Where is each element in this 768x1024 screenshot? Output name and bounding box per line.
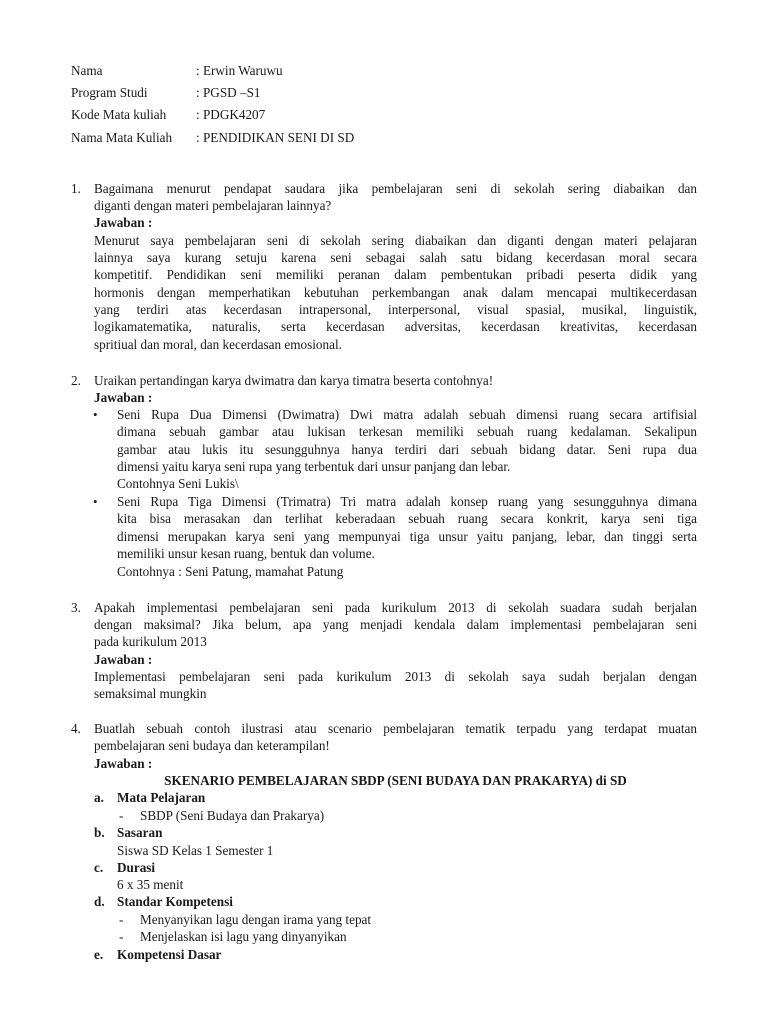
bullet-line: Seni Rupa Tiga Dimensi (Trimatra) Tri matra adalah konsep ruang yang sesungguhnya dimana [117,494,697,509]
value-nama: : Erwin Waruwu [196,63,283,78]
section-item: Menjelaskan isi lagu yang dinyanyikan [140,929,347,944]
section-item: SBDP (Seni Budaya dan Prakarya) [140,808,325,823]
bullet-icon: • [93,407,98,422]
answer-label: Jawaban : [94,756,153,771]
answer-label: Jawaban : [94,652,153,667]
section-letter: a. [94,790,104,805]
section-heading: Standar Kompetensi [117,894,233,909]
scenario-title: SKENARIO PEMBELAJARAN SBDP (SENI BUDAYA DAN PRAKARYA) di SD [164,773,627,788]
answer-line: Menurut saya pembelajaran seni di sekolah sering diabaikan dan diganti dengan materi pelajaran [94,233,697,248]
bullet-line: dimensi merupakan karya seni yang mempunyai tiga unsur yaitu panjang, lebar, dan tinggi serta [117,529,697,544]
section-heading: Mata Pelajaran [117,790,206,805]
section-item: Menyanyikan lagu dengan irama yang tepat [140,912,372,927]
answer-line: semaksimal mungkin [94,686,207,701]
question-number: 3. [71,600,81,615]
section-heading: Durasi [117,860,156,875]
label-nama: Nama [71,63,103,78]
answer-line: Implementasi pembelajaran seni pada kurikulum 2013 di sekolah saya sudah berjalan dengan [94,669,697,684]
bullet-line: Seni Rupa Dua Dimensi (Dwimatra) Dwi matra adalah sebuah dimensi ruang secara artifisial [117,407,697,422]
bullet-example: Contohnya : Seni Patung, mamahat Patung [117,564,344,579]
answer-label: Jawaban : [94,390,153,405]
label-program-studi: Program Studi [71,85,148,100]
question-text-line: pada kurikulum 2013 [94,634,207,649]
bullet-line: kita bisa merasakan dan terlihat keberadaan sebuah ruang secara konkrit, karya seni tiga [117,511,697,526]
bullet-line: memiliki unsur kesan ruang, bentuk dan volume. [117,546,375,561]
bullet-icon: • [93,494,98,509]
answer-line: spritiual dan moral, dan kecerdasan emosional. [94,337,342,352]
bullet-line: dimensi yaitu karya seni rupa yang terbentuk dari unsur panjang dan lebar. [117,459,511,474]
dash-marker: - [119,912,124,927]
value-nama-mata-kuliah: : PENDIDIKAN SENI DI SD [196,130,355,145]
label-nama-mata-kuliah: Nama Mata Kuliah [71,130,173,145]
question-number: 2. [71,373,81,388]
question-number: 1. [71,181,81,196]
answer-label: Jawaban : [94,215,153,230]
section-letter: e. [94,947,104,962]
question-text-line: diganti dengan materi pembelajaran lainnya? [94,198,332,213]
bullet-example: Contohnya Seni Lukis\ [117,476,239,491]
bullet-line: gambar atau lukis itu sesungguhnya hanya terdiri dari sebuah bidang datar. Seni rupa dua [117,442,697,457]
bullet-line: dimana sebuah gambar atau lukisan terkesan memiliki sebuah ruang kedalaman. Sekalipun [117,424,697,439]
section-letter: c. [94,860,104,875]
answer-line: kompetitif. Pendidikan seni memiliki peranan dalam pembentukan pribadi peserta didik yang [94,267,697,282]
section-heading: Kompetensi Dasar [117,947,222,962]
section-text: 6 x 35 menit [117,877,184,892]
dash-marker: - [119,808,124,823]
answer-line: logikamatematika, naturalis, serta kecerdasan adversitas, kecerdasan kreativitas, kecerdasan [94,319,697,334]
section-letter: d. [94,894,105,909]
value-program-studi: : PGSD –S1 [196,85,261,100]
question-text-line: Bagaimana menurut pendapat saudara jika pembelajaran seni di sekolah sering diabaikan dan [94,181,697,196]
label-kode-mata-kuliah: Kode Mata kuliah [71,107,167,122]
section-heading: Sasaran [117,825,163,840]
question-text-line: Apakah implementasi pembelajaran seni pada kurikulum 2013 di sekolah suadara sudah berjalan [94,600,697,615]
question-number: 4. [71,721,81,736]
answer-line: hormonis dengan memperhatikan kebutuhan perkembangan anak dalam mencapai multikecerdasan [94,285,697,300]
dash-marker: - [119,929,124,944]
answer-line: lainnya saya kurang setuju karena seni sebagai salah satu bidang kecerdasan moral secara [94,250,697,265]
question-text-line: pembelajaran seni budaya dan keterampilan! [94,738,330,753]
answer-line: yang terdiri atas kecerdasan intrapersonal, interpersonal, visual spasial, musikal, linguistik, [94,302,697,317]
value-kode-mata-kuliah: : PDGK4207 [196,107,266,122]
section-letter: b. [94,825,105,840]
question-text-line: dengan maksimal? Jika belum, apa yang menjadi kendala dalam implementasi pembelajaran seni [94,617,697,632]
question-text-line: Uraikan pertandingan karya dwimatra dan karya timatra beserta contohnya! [94,373,494,388]
section-text: Siswa SD Kelas 1 Semester 1 [117,843,274,858]
question-text-line: Buatlah sebuah contoh ilustrasi atau scenario pembelajaran tematik terpadu yang terdapat muatan [94,721,697,736]
